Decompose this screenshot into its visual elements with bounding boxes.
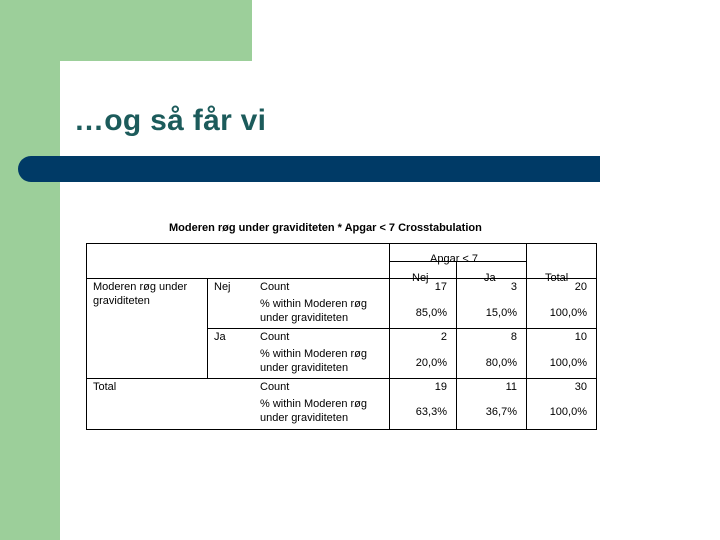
row-var-label: Moderen røg under bbox=[93, 281, 188, 293]
cell-value: 19 bbox=[434, 381, 447, 393]
crosstab-caption: Moderen røg under graviditeten * Apgar < 7 Crosstabulation bbox=[169, 222, 482, 234]
col-header-ja: Ja bbox=[484, 272, 496, 284]
stat-label-pct: % within Moderen røg bbox=[260, 398, 367, 410]
cell-value: 17 bbox=[434, 281, 447, 293]
header-bottom-line bbox=[87, 278, 596, 279]
title-underline-bar bbox=[18, 156, 600, 182]
top-accent-bar bbox=[0, 0, 252, 61]
row-var-label-cont: graviditeten bbox=[93, 295, 150, 307]
cell-value: 3 bbox=[510, 281, 517, 293]
stat-label-count: Count bbox=[260, 281, 290, 293]
cell-value: 20 bbox=[574, 281, 587, 293]
col-group-header: Apgar < 7 bbox=[430, 253, 479, 265]
cell-value: 100,0% bbox=[549, 406, 587, 418]
cell-value: 85,0% bbox=[415, 307, 447, 319]
cell-value: 80,0% bbox=[485, 357, 517, 369]
stat-label-pct-cont: under graviditeten bbox=[260, 312, 349, 324]
crosstab-table bbox=[86, 243, 597, 430]
cell-value: 15,0% bbox=[485, 307, 517, 319]
cell-value: 8 bbox=[510, 331, 517, 343]
col-header-nej: Nej bbox=[412, 272, 429, 284]
stat-label-pct-cont: under graviditeten bbox=[260, 412, 349, 424]
cell-value: 11 bbox=[505, 381, 517, 393]
cell-value: 30 bbox=[574, 381, 587, 393]
col-header-total: Total bbox=[545, 272, 569, 284]
slide-title: …og så får vi bbox=[74, 104, 267, 137]
row-group-total: Total bbox=[93, 381, 117, 393]
cell-value: 63,3% bbox=[415, 406, 447, 418]
cell-value: 2 bbox=[440, 331, 447, 343]
row-divider-total bbox=[87, 378, 596, 379]
cell-value: 100,0% bbox=[549, 357, 587, 369]
stat-label-pct: % within Moderen røg bbox=[260, 348, 367, 360]
stat-label-pct-cont: under graviditeten bbox=[260, 362, 349, 374]
left-accent-bar bbox=[0, 0, 60, 540]
cell-value: 36,7% bbox=[485, 406, 517, 418]
stat-label-count: Count bbox=[260, 381, 290, 393]
row-group-ja: Ja bbox=[214, 331, 226, 343]
cell-value: 100,0% bbox=[549, 307, 587, 319]
stat-label-count: Count bbox=[260, 331, 290, 343]
row-group-nej: Nej bbox=[214, 281, 231, 293]
cell-value: 20,0% bbox=[415, 357, 447, 369]
cell-value: 10 bbox=[574, 331, 587, 343]
stat-label-pct: % within Moderen røg bbox=[260, 298, 367, 310]
row-divider-nej-ja bbox=[207, 328, 596, 329]
